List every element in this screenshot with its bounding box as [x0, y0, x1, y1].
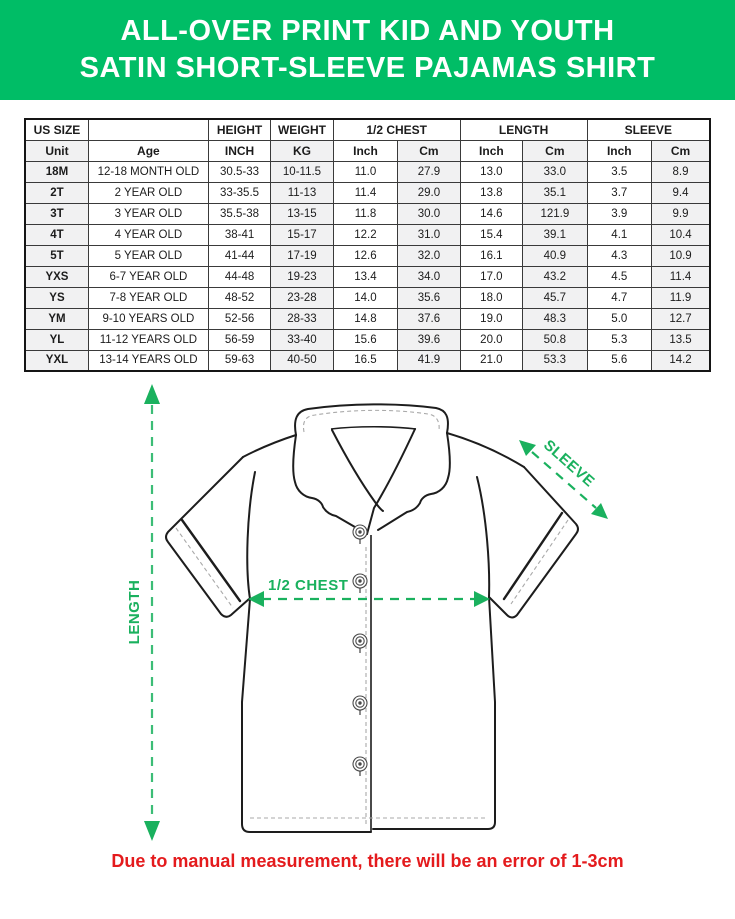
table-cell: 12-18 MONTH OLD — [88, 161, 208, 182]
table-cell: 37.6 — [398, 308, 460, 329]
unit-header-cell: KG — [271, 140, 333, 161]
table-cell: 14.8 — [333, 308, 397, 329]
table-cell: 4.1 — [587, 224, 651, 245]
table-row — [25, 308, 710, 329]
unit-header-cell: Unit — [25, 140, 88, 161]
table-cell: 5.3 — [587, 329, 651, 350]
table-cell: 4 YEAR OLD — [88, 224, 208, 245]
size-chart-table — [24, 118, 711, 372]
table-cell: 9-10 YEARS OLD — [88, 308, 208, 329]
length-label: LENGTH — [126, 579, 143, 645]
shirt-button — [353, 525, 367, 544]
table-cell: 50.8 — [523, 329, 587, 350]
table-cell: 10.9 — [652, 245, 710, 266]
table-cell: 13-15 — [271, 203, 333, 224]
page-title-line1: ALL-OVER PRINT KID AND YOUTH — [120, 15, 615, 47]
table-cell: 48-52 — [208, 287, 270, 308]
table-cell: 5 YEAR OLD — [88, 245, 208, 266]
table-cell: 121.9 — [523, 203, 587, 224]
table-row — [25, 245, 710, 266]
table-cell: 11.4 — [652, 266, 710, 287]
table-cell: 11.9 — [652, 287, 710, 308]
table-cell: 14.6 — [460, 203, 522, 224]
table-row — [25, 350, 710, 371]
table-cell: 15.6 — [333, 329, 397, 350]
table-cell: 12.2 — [333, 224, 397, 245]
size-cell: YXL — [25, 350, 88, 371]
unit-header-cell: Cm — [523, 140, 587, 161]
table-cell: 3 YEAR OLD — [88, 203, 208, 224]
half-chest-arrow — [248, 577, 490, 607]
sleeve-label: SLEEVE — [540, 436, 598, 491]
shirt-button — [353, 574, 367, 593]
table-cell: 27.9 — [398, 161, 460, 182]
table-cell: 13.8 — [460, 182, 522, 203]
group-header-cell: SLEEVE — [587, 119, 710, 140]
pajama-shirt-diagram — [0, 372, 735, 847]
table-cell: 13.4 — [333, 266, 397, 287]
table-row — [25, 266, 710, 287]
table-cell: 56-59 — [208, 329, 270, 350]
table-cell: 11.0 — [333, 161, 397, 182]
table-cell: 43.2 — [523, 266, 587, 287]
table-cell: 30.0 — [398, 203, 460, 224]
unit-header-cell: INCH — [208, 140, 270, 161]
table-cell: 33-40 — [271, 329, 333, 350]
unit-header-cell: Cm — [652, 140, 710, 161]
table-cell: 19.0 — [460, 308, 522, 329]
table-cell: 48.3 — [523, 308, 587, 329]
table-cell: 17.0 — [460, 266, 522, 287]
size-cell: YM — [25, 308, 88, 329]
unit-header-cell: Inch — [333, 140, 397, 161]
table-cell: 9.4 — [652, 182, 710, 203]
table-cell: 11-13 — [271, 182, 333, 203]
table-row — [25, 287, 710, 308]
shirt-button — [353, 634, 367, 653]
group-header-cell: HEIGHT — [208, 119, 270, 140]
table-cell: 6-7 YEAR OLD — [88, 266, 208, 287]
table-cell: 23-28 — [271, 287, 333, 308]
table-cell: 12.7 — [652, 308, 710, 329]
size-cell: 5T — [25, 245, 88, 266]
size-cell: YL — [25, 329, 88, 350]
table-cell: 11.4 — [333, 182, 397, 203]
table-group-header-row — [25, 119, 710, 140]
table-cell: 4.3 — [587, 245, 651, 266]
table-cell: 17-19 — [271, 245, 333, 266]
shirt-button — [353, 696, 367, 715]
table-cell: 19-23 — [271, 266, 333, 287]
unit-header-cell: Age — [88, 140, 208, 161]
table-cell: 18.0 — [460, 287, 522, 308]
table-cell: 3.9 — [587, 203, 651, 224]
table-cell: 14.2 — [652, 350, 710, 371]
table-cell: 35.5-38 — [208, 203, 270, 224]
table-cell: 12.6 — [333, 245, 397, 266]
table-cell: 13-14 YEARS OLD — [88, 350, 208, 371]
table-cell: 30.5-33 — [208, 161, 270, 182]
table-cell: 34.0 — [398, 266, 460, 287]
table-row — [25, 203, 710, 224]
table-cell: 39.6 — [398, 329, 460, 350]
table-cell: 59-63 — [208, 350, 270, 371]
table-cell: 52-56 — [208, 308, 270, 329]
sleeve-arrow — [519, 437, 608, 519]
table-cell: 53.3 — [523, 350, 587, 371]
size-cell: YS — [25, 287, 88, 308]
table-cell: 35.1 — [523, 182, 587, 203]
table-cell: 33.0 — [523, 161, 587, 182]
table-cell: 33-35.5 — [208, 182, 270, 203]
table-cell: 8.9 — [652, 161, 710, 182]
table-cell: 44-48 — [208, 266, 270, 287]
shirt-buttons — [353, 525, 367, 776]
table-cell: 10.4 — [652, 224, 710, 245]
half-chest-label: 1/2 CHEST — [268, 577, 349, 594]
table-cell: 39.1 — [523, 224, 587, 245]
table-cell: 9.9 — [652, 203, 710, 224]
size-cell: 3T — [25, 203, 88, 224]
shirt-outline — [166, 404, 578, 832]
group-header-cell — [88, 119, 208, 140]
table-cell: 32.0 — [398, 245, 460, 266]
table-cell: 14.0 — [333, 287, 397, 308]
table-cell: 13.0 — [460, 161, 522, 182]
table-row — [25, 161, 710, 182]
table-cell: 40-50 — [271, 350, 333, 371]
title-banner — [0, 0, 735, 100]
table-cell: 2 YEAR OLD — [88, 182, 208, 203]
unit-header-cell: Cm — [398, 140, 460, 161]
table-cell: 15-17 — [271, 224, 333, 245]
table-cell: 41-44 — [208, 245, 270, 266]
group-header-cell: WEIGHT — [271, 119, 333, 140]
table-cell: 11.8 — [333, 203, 397, 224]
unit-header-cell: Inch — [460, 140, 522, 161]
table-cell: 10-11.5 — [271, 161, 333, 182]
table-cell: 35.6 — [398, 287, 460, 308]
table-cell: 45.7 — [523, 287, 587, 308]
size-cell: 2T — [25, 182, 88, 203]
table-cell: 31.0 — [398, 224, 460, 245]
table-cell: 29.0 — [398, 182, 460, 203]
table-cell: 4.5 — [587, 266, 651, 287]
table-cell: 15.4 — [460, 224, 522, 245]
table-cell: 16.5 — [333, 350, 397, 371]
length-arrow — [126, 384, 160, 841]
table-cell: 5.6 — [587, 350, 651, 371]
size-cell: 18M — [25, 161, 88, 182]
measurement-error-note: Due to manual measurement, there will be an error of 1-3cm — [111, 851, 624, 871]
table-cell: 13.5 — [652, 329, 710, 350]
unit-header-cell: Inch — [587, 140, 651, 161]
table-cell: 38-41 — [208, 224, 270, 245]
table-row — [25, 182, 710, 203]
size-cell: YXS — [25, 266, 88, 287]
table-cell: 5.0 — [587, 308, 651, 329]
group-header-cell: LENGTH — [460, 119, 587, 140]
size-cell: 4T — [25, 224, 88, 245]
table-unit-header-row — [25, 140, 710, 161]
table-cell: 4.7 — [587, 287, 651, 308]
table-cell: 21.0 — [460, 350, 522, 371]
table-cell: 28-33 — [271, 308, 333, 329]
table-cell: 40.9 — [523, 245, 587, 266]
table-cell: 7-8 YEAR OLD — [88, 287, 208, 308]
table-cell: 41.9 — [398, 350, 460, 371]
page-title-line2: SATIN SHORT-SLEEVE PAJAMAS SHIRT — [79, 52, 656, 84]
table-cell: 20.0 — [460, 329, 522, 350]
table-cell: 11-12 YEARS OLD — [88, 329, 208, 350]
group-header-cell: US SIZE — [25, 119, 88, 140]
table-cell: 3.7 — [587, 182, 651, 203]
table-cell: 16.1 — [460, 245, 522, 266]
table-cell: 3.5 — [587, 161, 651, 182]
table-row — [25, 329, 710, 350]
table-row — [25, 224, 710, 245]
group-header-cell: 1/2 CHEST — [333, 119, 460, 140]
shirt-button — [353, 757, 367, 776]
